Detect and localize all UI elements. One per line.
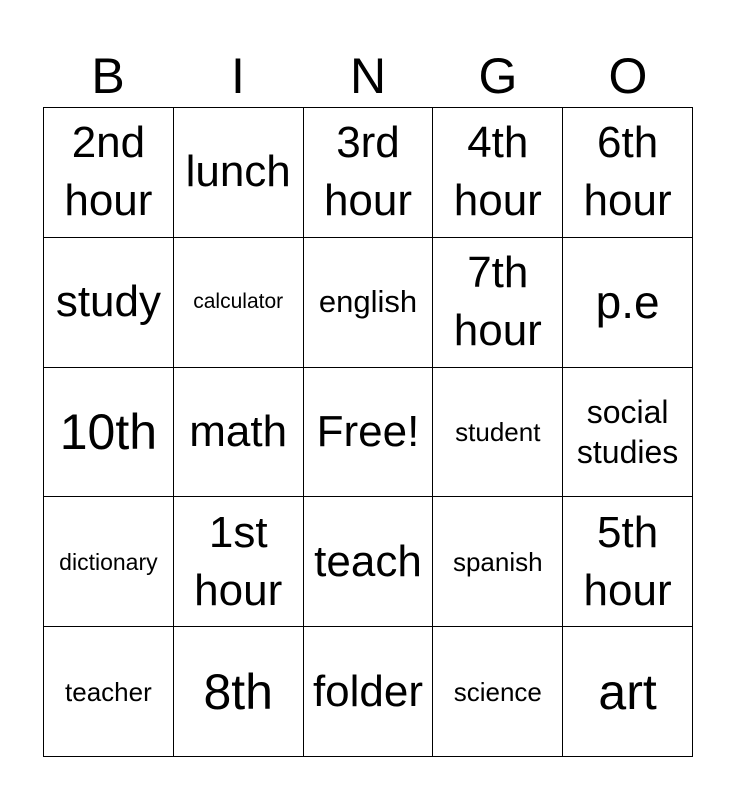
cell-label: calculator — [193, 290, 284, 314]
bingo-cell-r3-c5[interactable] — [563, 368, 693, 498]
bingo-cell-r5-c2[interactable] — [174, 627, 304, 757]
bingo-cell-r2-c2[interactable] — [174, 238, 304, 368]
bingo-cell-r1-c4[interactable] — [433, 108, 563, 238]
cell-label: art — [598, 663, 657, 720]
cell-label: 7th hour — [453, 248, 542, 356]
header-letter-g: G — [478, 48, 518, 104]
bingo-board — [43, 107, 693, 757]
cell-label: 3rd hour — [323, 118, 413, 226]
cell-label: 5th hour — [583, 507, 672, 615]
bingo-cell-r1-c5[interactable] — [563, 108, 693, 238]
header-letter-b: B — [91, 48, 125, 104]
bingo-cell-r4-c2[interactable] — [174, 497, 304, 627]
cell-label: 4th hour — [453, 118, 542, 226]
cell-label: 8th — [203, 663, 273, 720]
bingo-cell-r2-c1[interactable] — [44, 238, 174, 368]
cell-label: p.e — [595, 276, 660, 329]
bingo-cell-r5-c5[interactable] — [563, 627, 693, 757]
cell-label: spanish — [452, 546, 543, 577]
bingo-header — [43, 44, 693, 108]
header-letter-o: O — [608, 48, 648, 104]
bingo-cell-r2-c4[interactable] — [433, 238, 563, 368]
bingo-cell-r5-c4[interactable] — [433, 627, 563, 757]
bingo-cell-r4-c1[interactable] — [44, 497, 174, 627]
cell-label: teacher — [65, 676, 152, 707]
cell-label: math — [189, 406, 288, 456]
cell-label: english — [318, 284, 418, 320]
bingo-cell-r3-c4[interactable] — [433, 368, 563, 498]
bingo-cell-r1-c1[interactable] — [44, 108, 174, 238]
bingo-cell-r4-c3[interactable] — [304, 497, 434, 627]
bingo-cell-r3-c3[interactable] — [304, 368, 434, 498]
cell-label: folder — [312, 666, 424, 716]
bingo-cell-r4-c4[interactable] — [433, 497, 563, 627]
cell-label: teach — [314, 536, 422, 586]
bingo-cell-r5-c1[interactable] — [44, 627, 174, 757]
cell-label: lunch — [185, 147, 291, 197]
cell-label: 6th hour — [583, 118, 672, 226]
cell-label: social studies — [576, 393, 679, 470]
bingo-cell-r3-c2[interactable] — [174, 368, 304, 498]
header-letter-n: N — [349, 48, 387, 104]
cell-label: student — [455, 416, 541, 447]
bingo-cell-r1-c2[interactable] — [174, 108, 304, 238]
cell-label: 10th — [59, 403, 158, 460]
cell-label: 2nd hour — [64, 118, 153, 226]
header-letter-i: I — [231, 48, 245, 104]
bingo-cell-r4-c5[interactable] — [563, 497, 693, 627]
cell-label: 1st hour — [194, 507, 283, 615]
bingo-cell-r2-c3[interactable] — [304, 238, 434, 368]
cell-label: science — [453, 676, 542, 707]
cell-label: Free! — [316, 406, 420, 456]
cell-label: study — [55, 277, 161, 327]
bingo-cell-r2-c5[interactable] — [563, 238, 693, 368]
bingo-cell-r5-c3[interactable] — [304, 627, 434, 757]
bingo-cell-r1-c3[interactable] — [304, 108, 434, 238]
cell-label: dictionary — [59, 548, 158, 575]
bingo-cell-r3-c1[interactable] — [44, 368, 174, 498]
